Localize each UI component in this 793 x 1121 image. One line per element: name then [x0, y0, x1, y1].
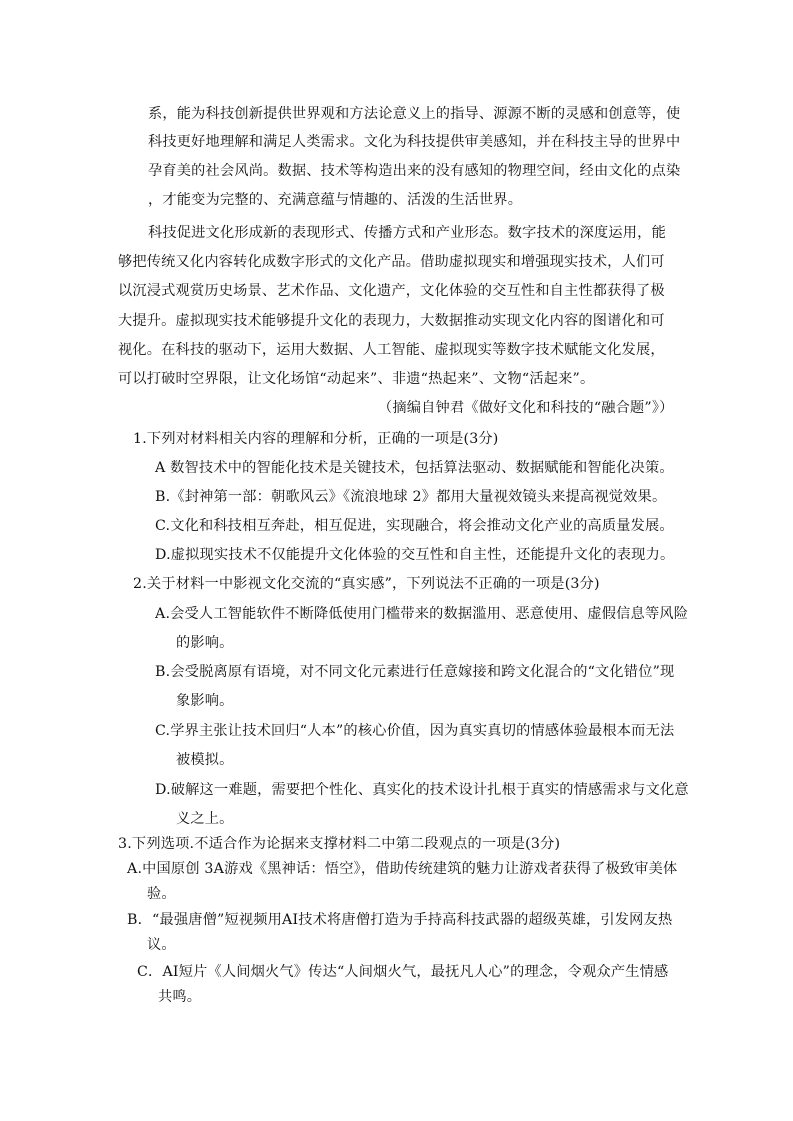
text-line: 科技更好地理解和满足人类需求。文化为科技提供审美感知，并在科技主导的世界中 — [148, 134, 681, 150]
option-c: C．AI短片《人间烟火气》传达“人间烟火气，最抚凡人心”的理念，令观众产生情感 — [137, 964, 669, 980]
text-line: 孕育美的社会风尚。数据、技术等构造出来的没有感知的物理空间，经由文化的点染 — [148, 163, 681, 179]
option-c-continued: 共鸣。 — [158, 989, 202, 1005]
text-line: 可以打破时空界限，让文化场馆“动起来”、非遗“热起来”、文物“活起来”。 — [118, 371, 595, 387]
option-a-continued: 验。 — [147, 886, 176, 902]
option-b: B．“最强唐僧”短视频用AI技术将唐僧打造为手持高科技武器的超级英雄，引发网友热 — [127, 912, 673, 928]
option-a-continued: 的影响。 — [176, 635, 234, 651]
option-b: B.会受脱离原有语境，对不同文化元素进行任意嫁接和跨文化混合的“文化错位”现 — [155, 664, 675, 680]
option-a: A.会受人工智能软件不断降低使用门槛带来的数据滥用、恶意使用、虚假信息等风险 — [155, 606, 689, 622]
option-c-continued: 被模拟。 — [176, 752, 234, 768]
text-line: 大提升。虚拟现实技术能够提升文化的表现力，大数据推动实现文化内容的图谱化和可 — [118, 313, 665, 329]
text-line: 够把传统又化内容转化成数字形式的文化产品。借助虚拟现实和增强现实技术，人们可 — [118, 254, 665, 270]
text-line: 视化。在科技的驱动下，运用大数据、人工智能、虚拟现实等数字技术赋能文化发展， — [118, 342, 665, 358]
question-stem: 1.下列对材料相关内容的理解和分析，正确的一项是(3分) — [133, 431, 499, 447]
option-c: C.文化和科技相互奔赴，相互促进，实现融合，将会推动文化产业的高质量发展。 — [155, 518, 674, 534]
option-a: A 数智技术中的智能化技术是关键技术，包括算法驱动、数据赋能和智能化决策。 — [155, 460, 674, 476]
option-d: D.虚拟现实技术不仅能提升文化体验的交互性和自主性，还能提升文化的表现力。 — [155, 547, 675, 563]
passage-source: （摘编自钟君《做好文化和科技的“融合题”》） — [378, 400, 674, 416]
text-line: 科技促进文化形成新的表现形式、传播方式和产业形态。数字技术的深度运用，能 — [148, 225, 666, 241]
question-stem: 3.下列选项.不适合作为论据来支撑材料二中第二段观点的一项是(3分) — [118, 836, 561, 852]
option-b-continued: 象影响。 — [176, 693, 234, 709]
option-b-continued: 议。 — [147, 937, 176, 953]
option-a: A.中国原创 3A游戏《黑神话：悟空》，借助传统建筑的魅力让游戏者获得了极致审美体 — [127, 861, 678, 877]
option-b: B.《封神第一部：朝歌风云》《流浪地球 2》都用大量视效镜头来提高视觉效果。 — [155, 489, 667, 505]
option-d: D.破解这一难题，需要把个性化、真实化的技术设计扎根于真实的情感需求与文化意 — [155, 782, 689, 798]
text-line: 以沉浸式观赏历史场景、艺术作品、文化遗产，文化体验的交互性和自主性都获得了极 — [118, 283, 665, 299]
option-c: C.学界主张让技术回归“人本”的核心价值，因为真实真切的情感体验最根本而无法 — [155, 723, 675, 739]
text-line: 系，能为科技创新提供世界观和方法论意义上的指导、源源不断的灵感和创意等，使 — [148, 106, 681, 122]
text-line: ，才能变为完整的、充满意蕴与情趣的、活泼的生活世界。 — [148, 192, 523, 208]
option-d-continued: 义之上。 — [176, 811, 234, 827]
question-stem: 2.关于材料一中影视文化交流的“真实感”，下列说法不正确的一项是(3分) — [133, 576, 600, 592]
